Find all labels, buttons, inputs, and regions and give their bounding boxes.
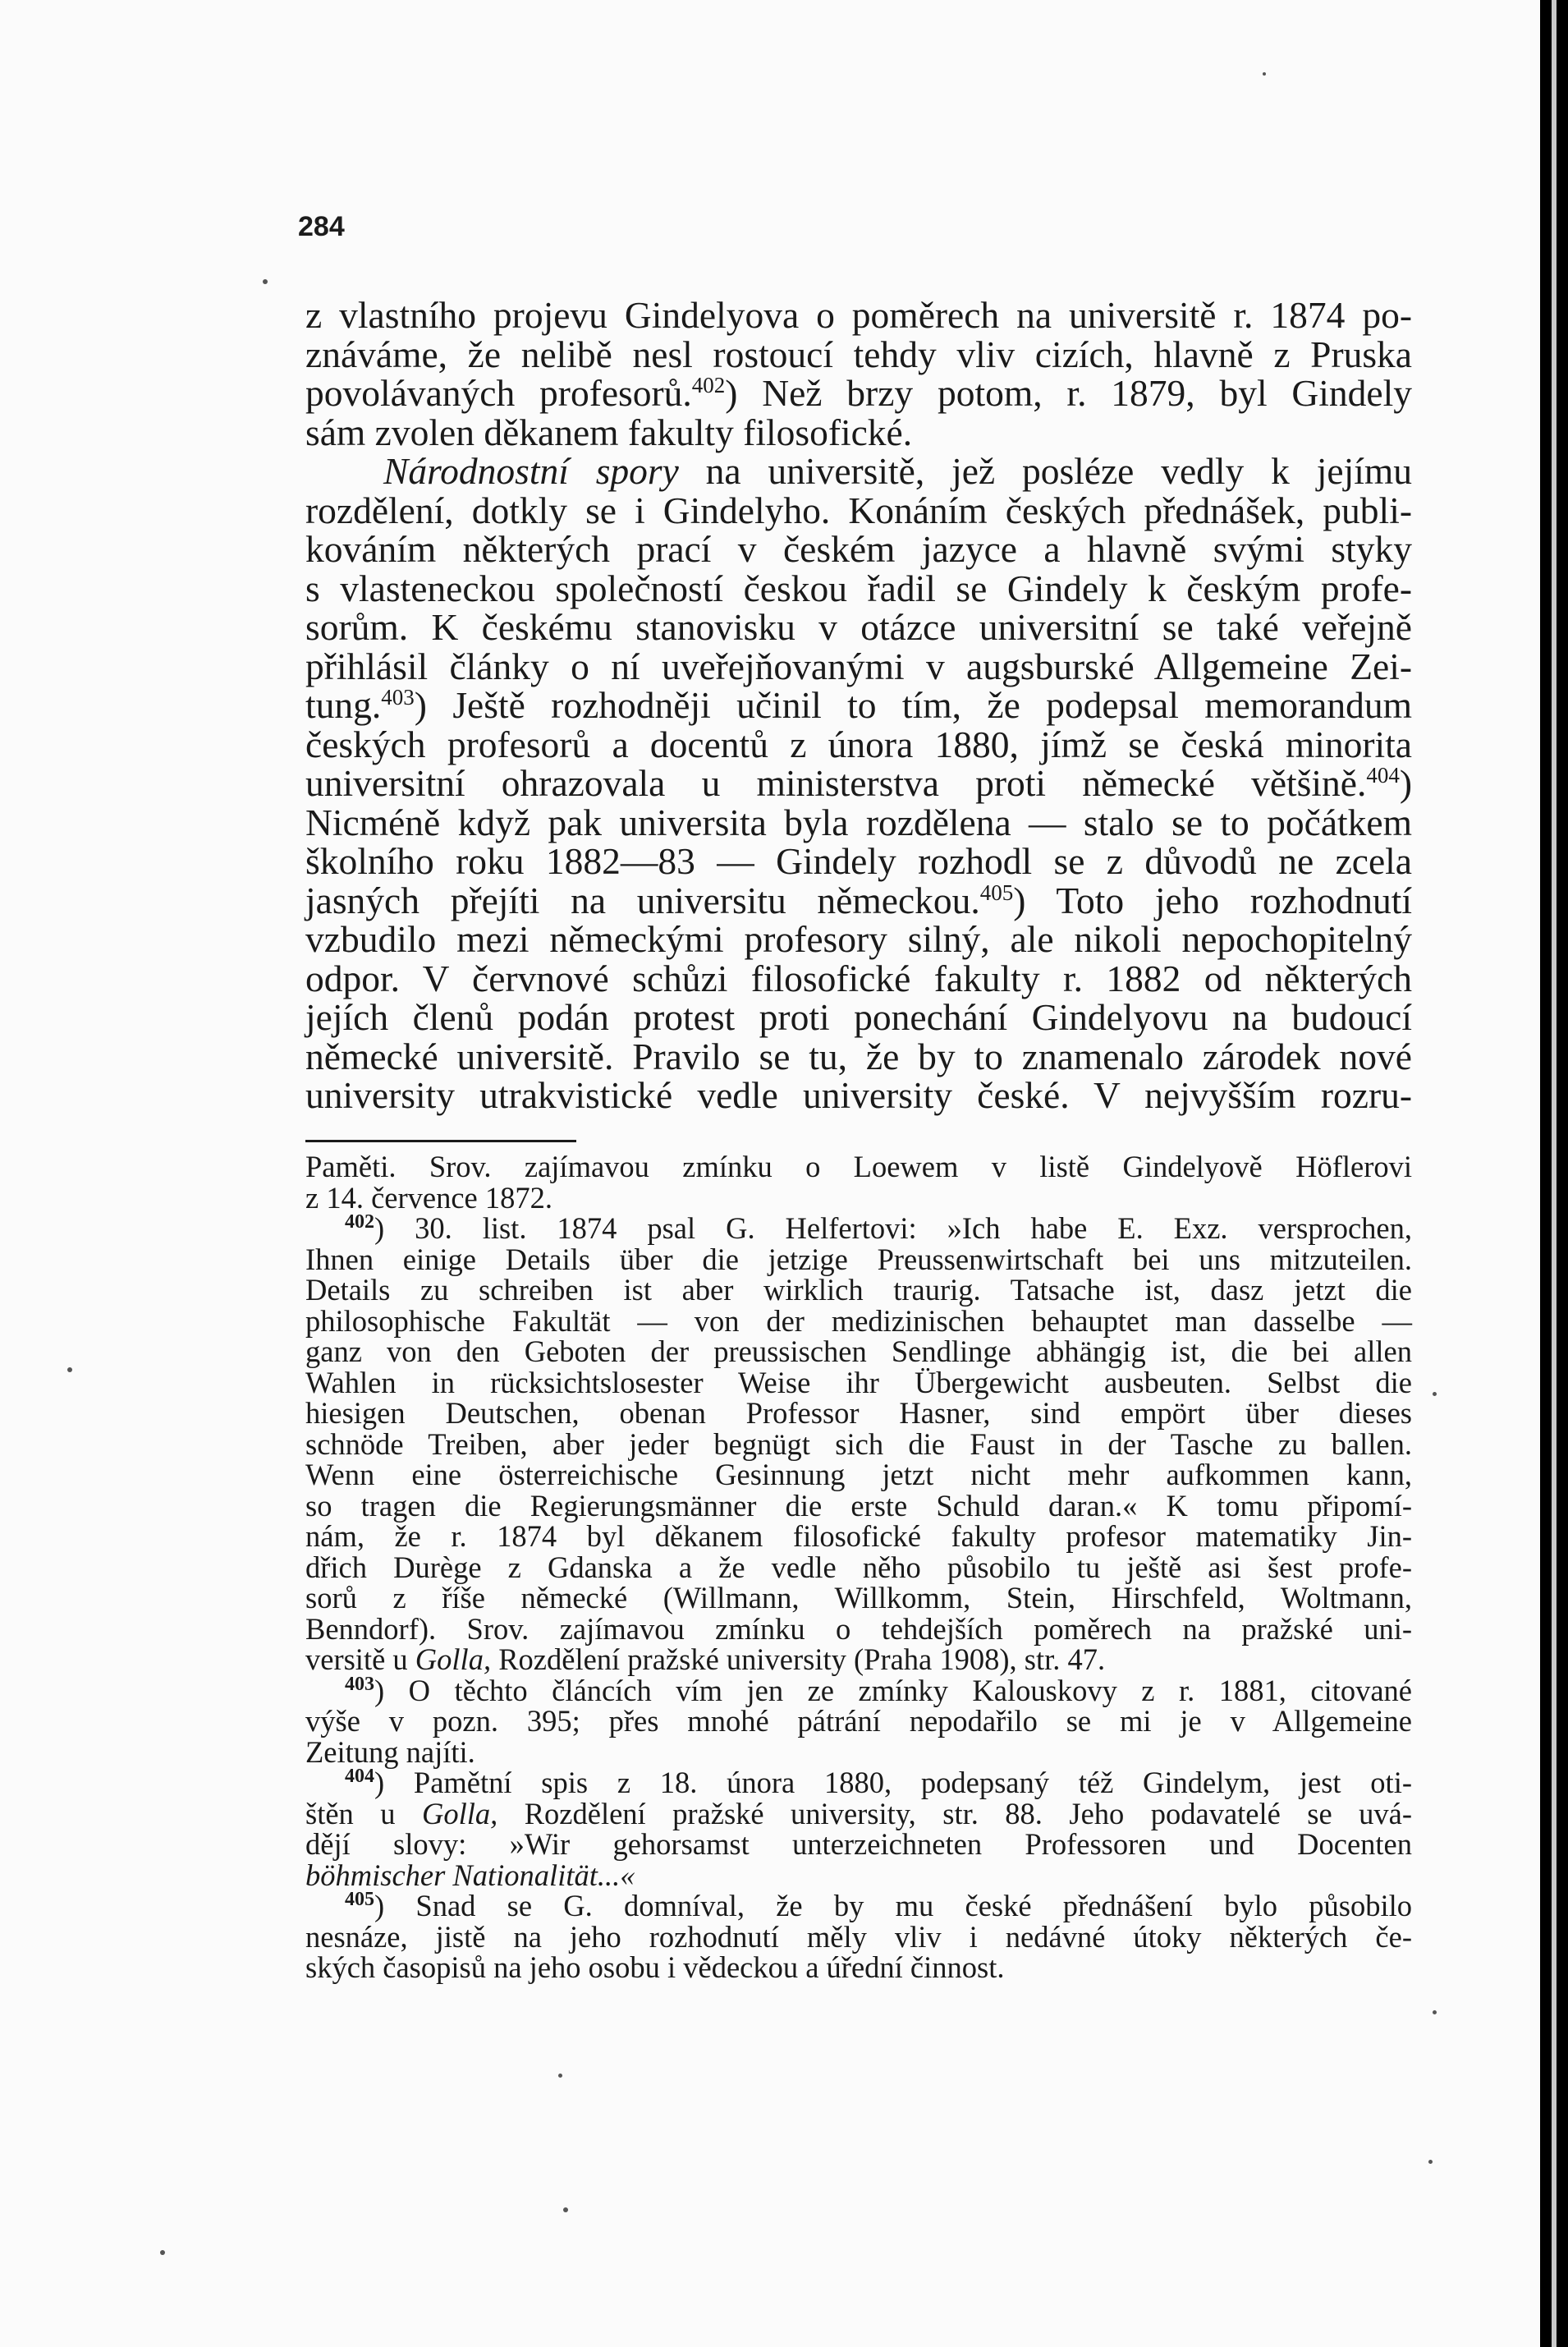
scan-speck (1263, 72, 1266, 76)
main-line-21: university utrakvistické vedle university české. V nejvyšším rozru- (305, 1074, 1412, 1116)
footnote-number-405: 405 (345, 1888, 374, 1910)
main-line-20: německé universitě. Pravilo se tu, že by to znamenalo zárodek nové (305, 1035, 1412, 1077)
footnotes (305, 1151, 1412, 1983)
page-number: 284 (298, 211, 345, 242)
main-line-2: znáváme, že nelibě nesl rostoucí tehdy vliv cizích, hlavně z Pruska (305, 333, 1412, 375)
footnote-divider (305, 1140, 576, 1142)
footnote-404-line-2: štěn u Golla, Rozdělení pražské university, str. 88. Jeho podavatelé se uvá- (305, 1796, 1413, 1830)
footnote-404-line-3: dějí slovy: »Wir gehorsamst unterzeichneten Professoren und Docenten (305, 1827, 1412, 1861)
footnote-405-line-2: nesnáze, jistě na jeho rozhodnutí měly vliv i nedávné útoky některých če- (305, 1919, 1412, 1954)
footnote-ref-405: 405 (979, 880, 1014, 905)
footnote-ref-404: 404 (1366, 762, 1400, 788)
footnote-number-402: 402 (345, 1210, 374, 1233)
main-line-6: rozdělení, dotkly se i Gindelyho. Konáním českých přednášek, publi- (305, 489, 1412, 531)
scan-speck (67, 1367, 72, 1372)
footnote-ref-402: 402 (691, 372, 726, 397)
scan-speck (558, 2074, 562, 2078)
footnote-404-line-4: böhmischer Nationalität...« (305, 1858, 635, 1892)
footnote-405-line-3: ských časopisů na jeho osobu i vědeckou a úřední činnost. (305, 1950, 1005, 1984)
footnote-continuation-line-2: z 14. července 1872. (305, 1180, 552, 1215)
footnote-402-line-10: so tragen die Regierungsmänner die erste Schuld daran.« K tomu připomí- (305, 1488, 1412, 1523)
main-line-11: tung.$^{403}$) Ještě rozhodněji učinil to tím, že podepsal memorandum (305, 684, 1412, 726)
footnote-402-line-9: Wenn eine österreichische Gesinnung jetzt nicht mehr aufkommen kann, (305, 1458, 1412, 1491)
main-line-14: Nicméně když pak universita byla rozdělena — stalo se to počátkem (305, 801, 1412, 843)
main-line-5: Národnostní spory na universitě, jež posléze vedly k jejímu (383, 450, 1412, 492)
footnote-402-line-15: versitě u Golla, Rozdělení pražské university (Praha 1908), str. 47. (305, 1642, 1106, 1676)
footnote-402-line-1: $^{402}$) 30. list. 1874 psal G. Helfertovi: »Ich habe E. Exz. versprochen, (345, 1210, 1412, 1245)
scan-speck (263, 279, 268, 284)
footnote-continuation-line-1: Paměti. Srov. zajímavou zmínku o Loewem v listě Gindelyově Höflerovi (305, 1150, 1412, 1183)
footnote-402-line-7: hiesigen Deutschen, obenan Professor Hasner, sind empört über dieses (305, 1396, 1412, 1430)
main-line-1: z vlastního projevu Gindelyova o poměrech na universitě r. 1874 po- (305, 294, 1412, 336)
footnote-number-404: 404 (345, 1765, 374, 1787)
footnote-number-403: 403 (345, 1673, 374, 1695)
scan-speck (160, 2250, 165, 2255)
footnote-404-line-1: $^{404}$) Pamětní spis z 18. února 1880, podepsaný též Gindelym, jest oti- (345, 1765, 1412, 1799)
main-line-9: sorům. K českému stanovisku v otázce universitní se také veřejně (305, 606, 1412, 648)
main-line-3: povolávaných profesorů.$^{402}$) Než brzy potom, r. 1879, byl Gindely (305, 372, 1412, 414)
main-line-16: jasných přejíti na universitu německou.$^{405}$) Toto jeho rozhodnutí (305, 879, 1412, 921)
main-line-8: s vlasteneckou společností českou řadil se Gindely k českým profe- (305, 567, 1412, 609)
footnote-402-line-3: Details zu schreiben ist aber wirklich traurig. Tatsache ist, dasz jetzt die (305, 1273, 1412, 1307)
main-line-4: sám zvolen děkanem fakulty filosofické. (305, 411, 913, 453)
scan-edge (1540, 0, 1568, 2347)
main-line-7: kováním některých prací v českém jazyce a hlavně svými styky (305, 528, 1412, 570)
scan-speck (1433, 1392, 1437, 1396)
footnote-402-line-4: philosophische Fakultät — von der medizinischen behauptet man dasselbe — (305, 1303, 1412, 1338)
author-golla: Golla, (415, 1642, 492, 1676)
footnote-ref-403: 403 (381, 684, 415, 710)
footnote-402-line-8: schnöde Treiben, aber jeder begnügt sich die Faust in der Tasche zu ballen. (305, 1426, 1412, 1461)
footnote-402-line-5: ganz von den Geboten der preussischen Sendlinge abhängig ist, die bei allen (305, 1334, 1412, 1368)
main-line-18: odpor. V červnové schůzi filosofické fakulty r. 1882 od některých (305, 957, 1412, 999)
footnote-402-line-13: sorů z říše německé (Willmann, Willkomm, Stein, Hirschfeld, Woltmann, (305, 1581, 1412, 1614)
footnote-402-line-14: Benndorf). Srov. zajímavou zmínku o tehdejších poměrech na pražské uni- (305, 1611, 1412, 1646)
main-line-17: vzbudilo mezi německými profesory silný, ale nikoli nepochopitelný (305, 918, 1412, 960)
main-line-12: českých profesorů a docentů z února 1880, jímž se česká minorita (305, 723, 1412, 765)
footnote-403-line-3: Zeitung najíti. (305, 1734, 475, 1769)
main-line-19: jejích členů podán protest proti ponechání Gindelyovu na budoucí (305, 996, 1412, 1038)
author-golla-2: Golla, (421, 1796, 498, 1830)
scan-speck (1428, 2160, 1433, 2164)
footnote-402-line-6: Wahlen in rücksichtslosester Weise ihr Übergewicht ausbeuten. Selbst die (305, 1365, 1412, 1399)
scan-speck (563, 2207, 568, 2212)
main-line-10: přihlásil články o ní uveřejňovanými v augsburské Allgemeine Zei- (305, 645, 1412, 687)
footnote-403-line-2: výše v pozn. 395; přes mnohé pátrání nepodařilo se mi je v Allgemeine (305, 1704, 1412, 1738)
footnote-402-line-11: nám, že r. 1874 byl děkanem filosofické fakulty profesor matematiky Jin- (305, 1519, 1412, 1553)
main-line-15: školního roku 1882—83 — Gindely rozhodl se z důvodů ne zcela (305, 840, 1412, 882)
footnote-405-line-1: $^{405}$) Snad se G. domníval, že by mu české přednášení bylo působilo (345, 1888, 1412, 1922)
main-text (305, 296, 1412, 1115)
footnote-403-line-1: $^{403}$) O těchto článcích vím jen ze zmínky Kalouskovy z r. 1881, citované (345, 1673, 1412, 1707)
scan-speck (1433, 2010, 1437, 2014)
emphasis-narodnostni-spory: Národnostní spory (383, 450, 679, 492)
footnote-402-line-2: Ihnen einige Details über die jetzige Preussenwirtschaft bei uns mitzuteilen. (305, 1242, 1412, 1276)
main-line-13: universitní ohrazovala u ministerstva proti německé většině.$^{404}$) (305, 762, 1412, 804)
footnote-402-line-12: dřich Durège z Gdanska a že vedle něho působilo tu ještě asi šest profe- (305, 1550, 1412, 1584)
